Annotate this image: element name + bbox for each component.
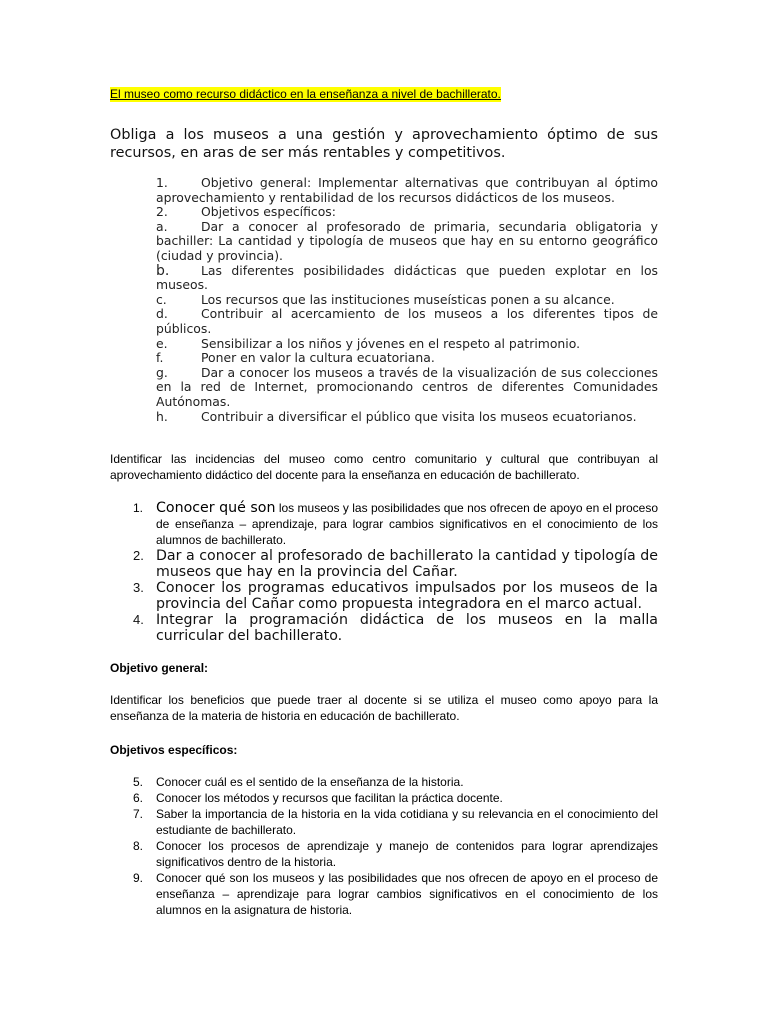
objective-row: c. Los recursos que las instituciones museísticas ponen a su alcance. [156, 291, 615, 307]
objective-row: 1. Objetivo general: Implementar alternativas que contribuyan al óptimo aprovechamiento y rentabilidad de los recursos didácticos de los museos. [156, 175, 658, 205]
document-title [110, 86, 501, 102]
objective-row: g. Dar a conocer los museos a través de la visualización de sus colecciones en la red de Internet, promocionando centros de diferentes Comunidades Autónomas. [156, 364, 658, 409]
objective-row: 2. Objetivos específicos: [156, 204, 336, 220]
intro-paragraph: Obliga a los museos a una gestión y aprovechamiento óptimo de sus recursos, en aras de ser más rentables y competitivos. [110, 127, 658, 161]
numbered-list-a [110, 500, 658, 644]
numbered-list-b [110, 774, 658, 918]
objective-row: b. Las diferentes posibilidades didácticas que pueden explotar en los museos. [156, 262, 658, 293]
paragraph-identificar-beneficios: Identificar los beneficios que puede traer al docente si se utiliza el museo como apoyo para la enseñanza de la materia de historia en educación de bachillerato. [110, 693, 658, 723]
objective-row: f. Poner en valor la cultura ecuatoriana. [156, 350, 435, 366]
objective-row: a. Dar a conocer al profesorado de primaria, secundaria obligatoria y bachiller: La cantidad y tipología de museos que hay en su entorno geográfico (ciudad y provincia). [156, 218, 658, 263]
list-item: 4. Integrar la programación didáctica de los museos en la malla curricular del bachillerato. [133, 612, 658, 644]
list-item: 2. Dar a conocer al profesorado de bachillerato la cantidad y tipología de museos que hay en la provincia del Cañar. [133, 548, 658, 580]
list-item: 7. Saber la importancia de la historia en la vida cotidiana y su relevancia en el conocimiento del estudiante de bachillerato. [133, 807, 658, 837]
highlighted-title: El museo como recurso didáctico en la enseñanza a nivel de bachillerato. [110, 87, 501, 101]
objective-row: e. Sensibilizar a los niños y jóvenes en el respeto al patrimonio. [156, 335, 581, 351]
objective-row: d. Contribuir al acercamiento de los museos a los diferentes tipos de públicos. [156, 306, 658, 336]
list-item: 6. Conocer los métodos y recursos que facilitan la práctica docente. [133, 791, 503, 805]
list-item: 3. Conocer los programas educativos impulsados por los museos de la provincia del Cañar como propuesta integradora en el marco actual. [133, 580, 658, 612]
objective-row: h. Contribuir a diversificar el público que visita los museos ecuatorianos. [156, 408, 637, 424]
list-item: 1. Conocer qué son los museos y las posibilidades que nos ofrecen de apoyo en el proceso de enseñanza – aprendizaje, para lograr cambios significativos en el conocimiento de los alumnos de bachillerato. [133, 500, 658, 547]
list-item: 8. Conocer los procesos de aprendizaje y manejo de contenidos para lograr aprendizajes significativos dentro de la historia. [133, 839, 658, 869]
heading-objetivo-general: Objetivo general: [110, 661, 209, 675]
list-item: 5. Conocer cuál es el sentido de la enseñanza de la historia. [133, 775, 464, 789]
paragraph-identificar-incidencias: Identificar las incidencias del museo como centro comunitario y cultural que contribuyan al aprovechamiento didáctico del docente para la enseñanza en educación de bachillerato. [110, 452, 658, 482]
objectives-block [156, 176, 658, 424]
heading-objetivos-especificos: Objetivos específicos: [110, 743, 238, 757]
list-item: 9. Conocer qué son los museos y las posibilidades que nos ofrecen de apoyo en el proceso de enseñanza – aprendizaje para lograr cambios significativos en el conocimiento de los alumnos en la asignatura de historia. [133, 871, 658, 917]
